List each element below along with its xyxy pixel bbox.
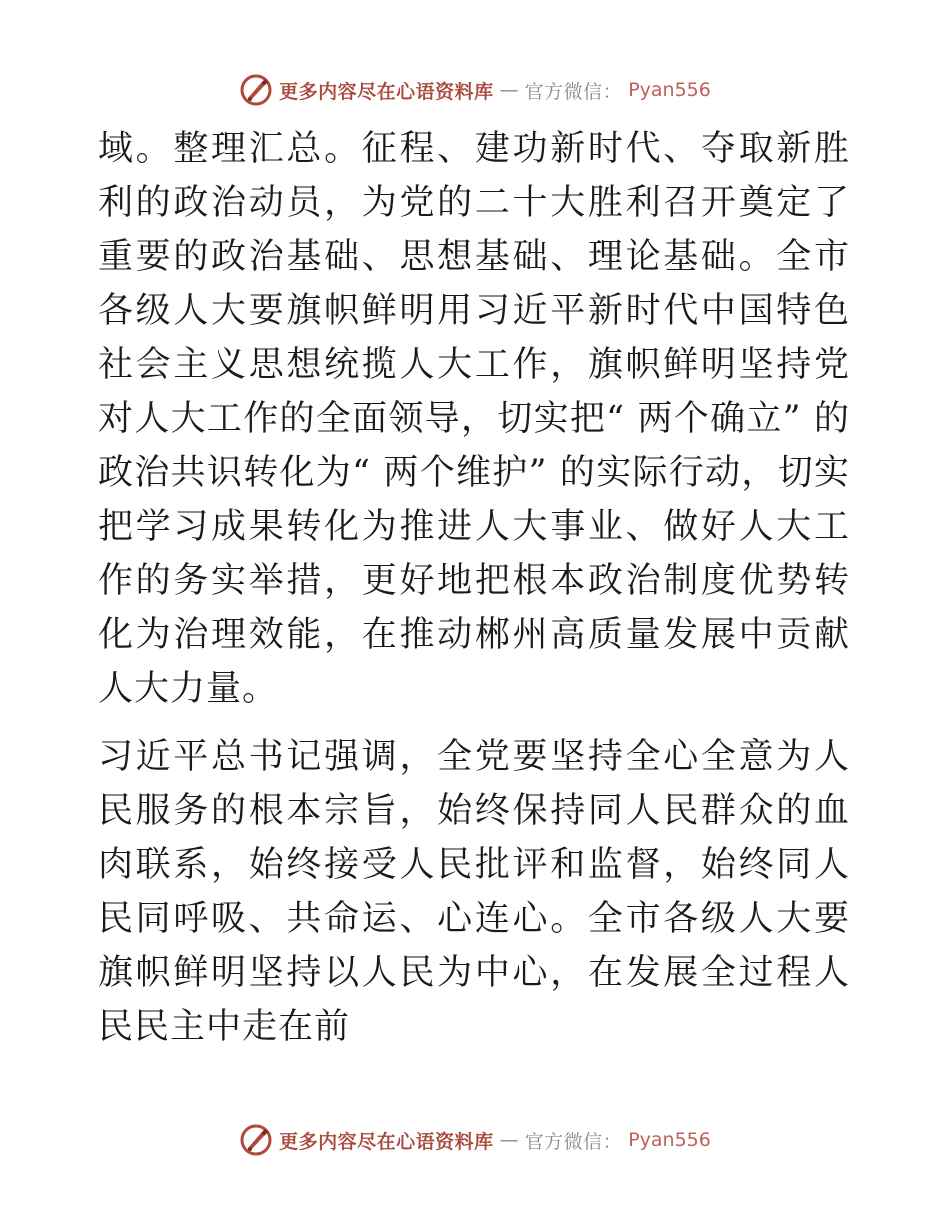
watermark-wechat-id: Pyan556 [628,79,711,101]
watermark-text: 更多内容尽在心语资料库 [279,80,494,103]
watermark-text: 更多内容尽在心语资料库 [279,1130,494,1153]
watermark-wechat-label: 官方微信： [524,1130,623,1153]
pen-logo-icon [239,1123,273,1157]
watermark-wechat-id: Pyan556 [628,1129,711,1151]
header-watermark [0,72,950,108]
paragraph-2: 习近平总书记强调，全党要坚持全心全意为人民服务的根本宗旨，始终保持同人民群众的血肉联系，始终接受人民批评和监督，始终同人民同呼吸、共命运、心连心。全市各级人大要旗帜鲜明坚持以人民为中心，在发展全过程人民民主中走在前 [98,737,850,1047]
watermark-wechat-label: 官方微信： [524,80,623,103]
document-body [98,122,850,1054]
watermark-separator: — [499,1129,519,1151]
footer-watermark [0,1122,950,1158]
watermark-separator: — [499,79,519,101]
paragraph-1: 域。整理汇总。征程、建功新时代、夺取新胜利的政治动员，为党的二十大胜利召开奠定了重要的政治基础、思想基础、理论基础。全市各级人大要旗帜鲜明用习近平新时代中国特色社会主义思想统揽人大工作，旗帜鲜明坚持党对人大工作的全面领导，切实把“ 两个确立” 的政治共识转化为“ 两个维护” 的实际行动，切实把学习成果转化为推进人大事业、做好人大工作的务实举措，更好地把根本政治制度优势转化为治理效能，在推动郴州高质量发展中贡献人大力量。 [98,129,850,709]
pen-logo-icon [239,73,273,107]
